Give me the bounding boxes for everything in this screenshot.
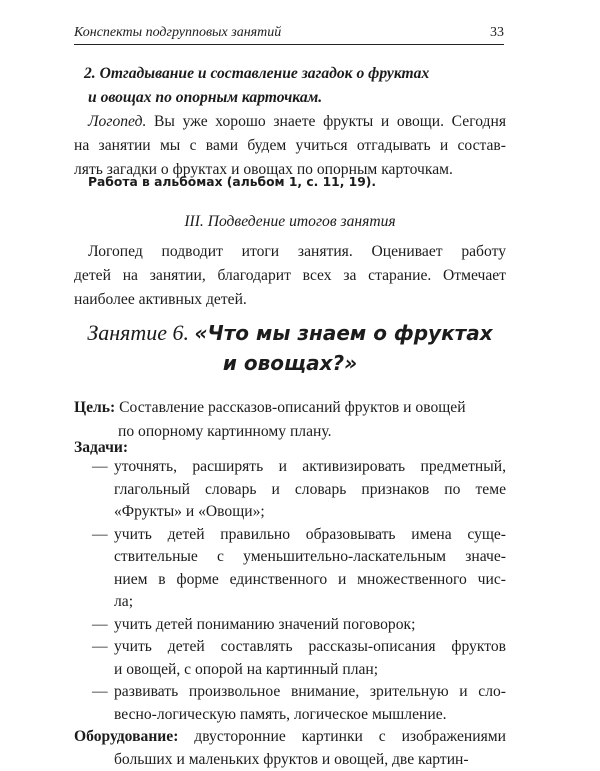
running-header <box>74 22 504 45</box>
lesson-title-line-1 <box>74 318 506 348</box>
section-3-heading: III. Подведение итогов занятия <box>74 210 506 234</box>
goal-text-1: Составление рассказов-описаний фруктов и овощей <box>119 399 465 416</box>
equipment-text-2: больших и маленьких фруктов и овощей, две картин- <box>74 749 506 771</box>
page-number: 33 <box>490 25 504 41</box>
section-2-paragraph-line-2: на занятии мы с вами будем учиться отгадывать и состав- <box>74 134 506 158</box>
task-item <box>114 636 506 681</box>
task-dash: — <box>92 524 114 547</box>
equipment-text-1: двусторонние картинки с изображениями <box>194 728 506 745</box>
task-line: ствительные с уменьшительно-ласкательным значе- <box>114 546 506 569</box>
task-line: «Фрукты» и «Овощи»; <box>114 501 506 524</box>
task-item <box>114 456 506 524</box>
goal-line-1 <box>74 396 506 420</box>
task-line: и овощей, с опорой на картинный план; <box>114 659 506 682</box>
section-2-paragraph-line-1 <box>74 110 506 134</box>
section-2-heading <box>84 62 504 110</box>
task-line: нием в форме единственного и множественного чис- <box>114 569 506 592</box>
header-title: Конспекты подгрупповых занятий <box>74 25 281 41</box>
section-2-paragraph-line-3: лять загадки о фруктах и овощах по опорным карточкам. <box>74 158 506 182</box>
speaker-label: Логопед. <box>88 113 146 130</box>
task-line: уточнять, расширять и активизировать предметный, <box>114 456 506 479</box>
section-3-paragraph-line-3: наиболее активных детей. <box>74 288 506 312</box>
section-3-paragraph-line-1: Логопед подводит итоги занятия. Оценивает работу <box>74 240 506 264</box>
goal-label: Цель: <box>74 399 115 416</box>
section-3-paragraph <box>74 240 506 312</box>
task-line: учить детей правильно образовывать имена суще- <box>114 524 506 547</box>
task-dash: — <box>92 456 114 479</box>
task-dash: — <box>92 614 114 637</box>
lesson-label: Занятие 6. <box>87 320 189 345</box>
task-line: учить детей пониманию значений поговорок; <box>114 614 506 637</box>
goal-text-2: по опорному картинному плану. <box>74 420 506 444</box>
section-2-line-1-text: Вы уже хорошо знаете фрукты и овощи. Сегодня <box>154 113 506 130</box>
lesson-title <box>74 318 506 378</box>
task-line: глагольный словарь и словарь признаков по теме <box>114 479 506 502</box>
task-item <box>114 614 506 637</box>
lesson-title-text-1: «Что мы знаем о фруктах <box>195 321 493 345</box>
equipment <box>74 726 506 771</box>
equipment-line-1 <box>74 726 506 749</box>
task-item <box>114 681 506 726</box>
section-2-heading-line-1: 2. Отгадывание и составление загадок о фруктах <box>84 62 504 86</box>
section-2-heading-line-2: и овощах по опорным карточкам. <box>84 86 504 110</box>
task-line: развивать произвольное внимание, зрительную и сло- <box>114 681 506 704</box>
task-dash: — <box>92 636 114 659</box>
task-line: весно-логическую память, логическое мышление. <box>114 704 506 727</box>
task-dash: — <box>92 681 114 704</box>
task-line: учить детей составлять рассказы-описания фруктов <box>114 636 506 659</box>
task-item <box>114 524 506 614</box>
tasks-label: Задачи: <box>74 436 506 460</box>
equipment-label: Оборудование: <box>74 728 178 745</box>
album-note: Работа в альбомах (альбом 1, с. 11, 19). <box>88 170 520 194</box>
task-line: ла; <box>114 591 506 614</box>
section-3-paragraph-line-2: детей на занятии, благодарит всех за старание. Отмечает <box>74 264 506 288</box>
lesson-title-text-2: и овощах?» <box>223 351 357 375</box>
lesson-title-line-2 <box>74 348 506 378</box>
